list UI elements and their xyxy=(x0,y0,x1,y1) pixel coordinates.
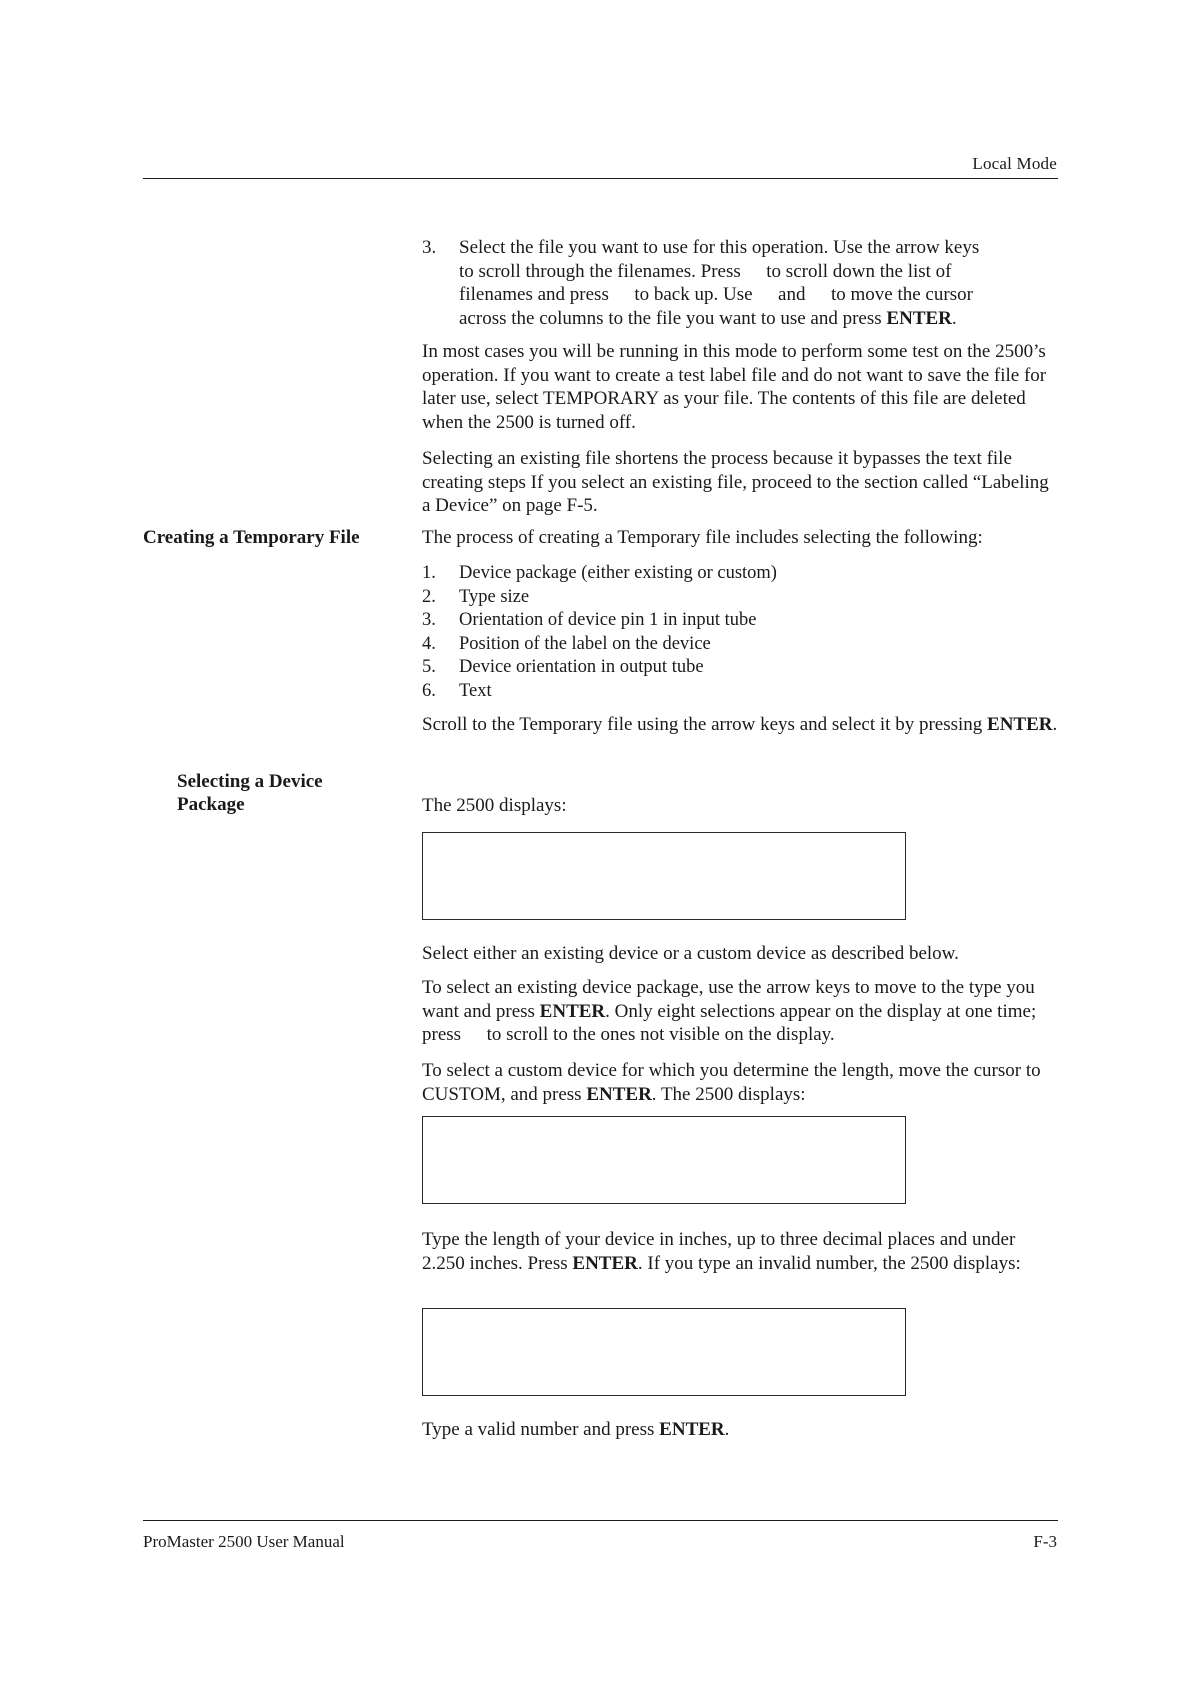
footer-manual-title: ProMaster 2500 User Manual xyxy=(143,1532,345,1551)
list-item xyxy=(422,680,1062,704)
list-number: 2. xyxy=(422,586,436,607)
step-line: to move the cursor xyxy=(830,284,973,305)
step-line: to scroll through the filenames. Press xyxy=(459,260,741,282)
paragraph-text: To select an existing device package, use the arrow keys to move to the type you want and press xyxy=(422,977,1035,1022)
paragraph-temporary-usage: In most cases you will be running in this mode to perform some test on the 2500’s operation. If you want to create a test label file and do not want to save the file for later use, select TEMPORARY as your file. The contents of this file are deleted when the 2500 is turned off. xyxy=(422,341,1047,433)
list-item xyxy=(422,656,1062,680)
temporary-file-steps-list xyxy=(422,562,1062,703)
enter-key-label: ENTER xyxy=(987,714,1053,735)
paragraph-text: Scroll to the Temporary file using the arrow keys and select it by pressing xyxy=(422,714,988,735)
select-either-paragraph: Select either an existing device or a custom device as described below. xyxy=(422,943,959,964)
list-number: 4. xyxy=(422,633,436,654)
list-item xyxy=(422,562,1062,586)
paragraph-text: . If you type an invalid number, the 2500 displays: xyxy=(637,1252,1021,1274)
list-number: 6. xyxy=(422,680,436,701)
heading-line: Selecting a Device xyxy=(177,771,323,792)
custom-device-paragraph xyxy=(422,1059,1042,1106)
enter-key-label: ENTER xyxy=(586,1083,652,1105)
step-number: 3. xyxy=(422,237,437,258)
list-text: Orientation of device pin 1 in input tube xyxy=(459,610,757,630)
footer-page-number: F-3 xyxy=(1033,1532,1057,1551)
enter-key-label: ENTER xyxy=(886,307,952,329)
lcd-display-box-invalid-number xyxy=(422,1308,906,1396)
paragraph-text: to scroll to the ones not visible on the display. xyxy=(486,1024,835,1045)
punctuation: . xyxy=(951,307,957,329)
paragraph-text: Type the length of your device in inches, up to three decimal places and under 2.250 inches. Press xyxy=(422,1229,1016,1274)
list-text: Type size xyxy=(459,586,530,607)
step-line: across the columns to the file you want to use and press xyxy=(459,307,887,329)
punctuation: . xyxy=(724,1419,730,1440)
footer-rule xyxy=(143,1520,1058,1521)
heading-creating-temporary-file: Creating a Temporary File xyxy=(143,527,360,548)
heading-selecting-device-package xyxy=(177,770,323,816)
step-line: to scroll down the list of xyxy=(766,260,952,282)
list-item xyxy=(422,609,1062,633)
paragraph-text: Type a valid number and press xyxy=(422,1419,660,1440)
header-rule xyxy=(143,178,1058,179)
step-line: filenames and press xyxy=(459,284,609,305)
list-text: Text xyxy=(459,680,492,701)
existing-device-paragraph xyxy=(422,976,1058,1047)
step-line: Select the file you want to use for this operation. Use the arrow keys xyxy=(459,237,980,258)
enter-key-label: ENTER xyxy=(539,1000,606,1022)
paragraph-text: To select a custom device for which you determine the length, move the cursor to CUSTOM, and press xyxy=(422,1060,1041,1105)
list-text: Device package (either existing or custom) xyxy=(459,563,777,583)
paragraph-text: . Only eight selections appear on the display at one time; press xyxy=(422,1000,1037,1045)
step-3 xyxy=(422,236,1062,330)
heading-line: Package xyxy=(177,794,245,815)
displays-label-1: The 2500 displays: xyxy=(422,795,567,816)
list-number: 5. xyxy=(422,657,436,677)
step-text xyxy=(459,236,1062,330)
lcd-display-box-custom-length xyxy=(422,1116,906,1204)
punctuation: . xyxy=(1052,714,1058,735)
list-item xyxy=(422,633,1062,657)
list-text: Position of the label on the device xyxy=(459,633,711,654)
enter-key-label: ENTER xyxy=(659,1419,725,1440)
lcd-display-box-device-select xyxy=(422,832,906,920)
temporary-file-intro: The process of creating a Temporary file includes selecting the following: xyxy=(422,527,983,548)
scroll-to-temporary-paragraph xyxy=(422,713,1062,737)
paragraph-text: . The 2500 displays: xyxy=(651,1083,806,1105)
paragraph-existing-file: Selecting an existing file shortens the process because it bypasses the text file creating steps If you select an existing file, proceed to the section called “Labeling a Device” on page F-5. xyxy=(422,448,1049,516)
list-number: 3. xyxy=(422,610,436,630)
list-item xyxy=(422,586,1062,610)
running-header-section-title: Local Mode xyxy=(972,154,1057,173)
step-line: and xyxy=(778,284,806,305)
length-paragraph xyxy=(422,1228,1052,1275)
enter-key-label: ENTER xyxy=(572,1252,638,1274)
list-number: 1. xyxy=(422,563,436,583)
step-line: to back up. Use xyxy=(634,284,753,305)
list-text: Device orientation in output tube xyxy=(459,657,704,677)
valid-number-paragraph xyxy=(422,1418,1062,1442)
